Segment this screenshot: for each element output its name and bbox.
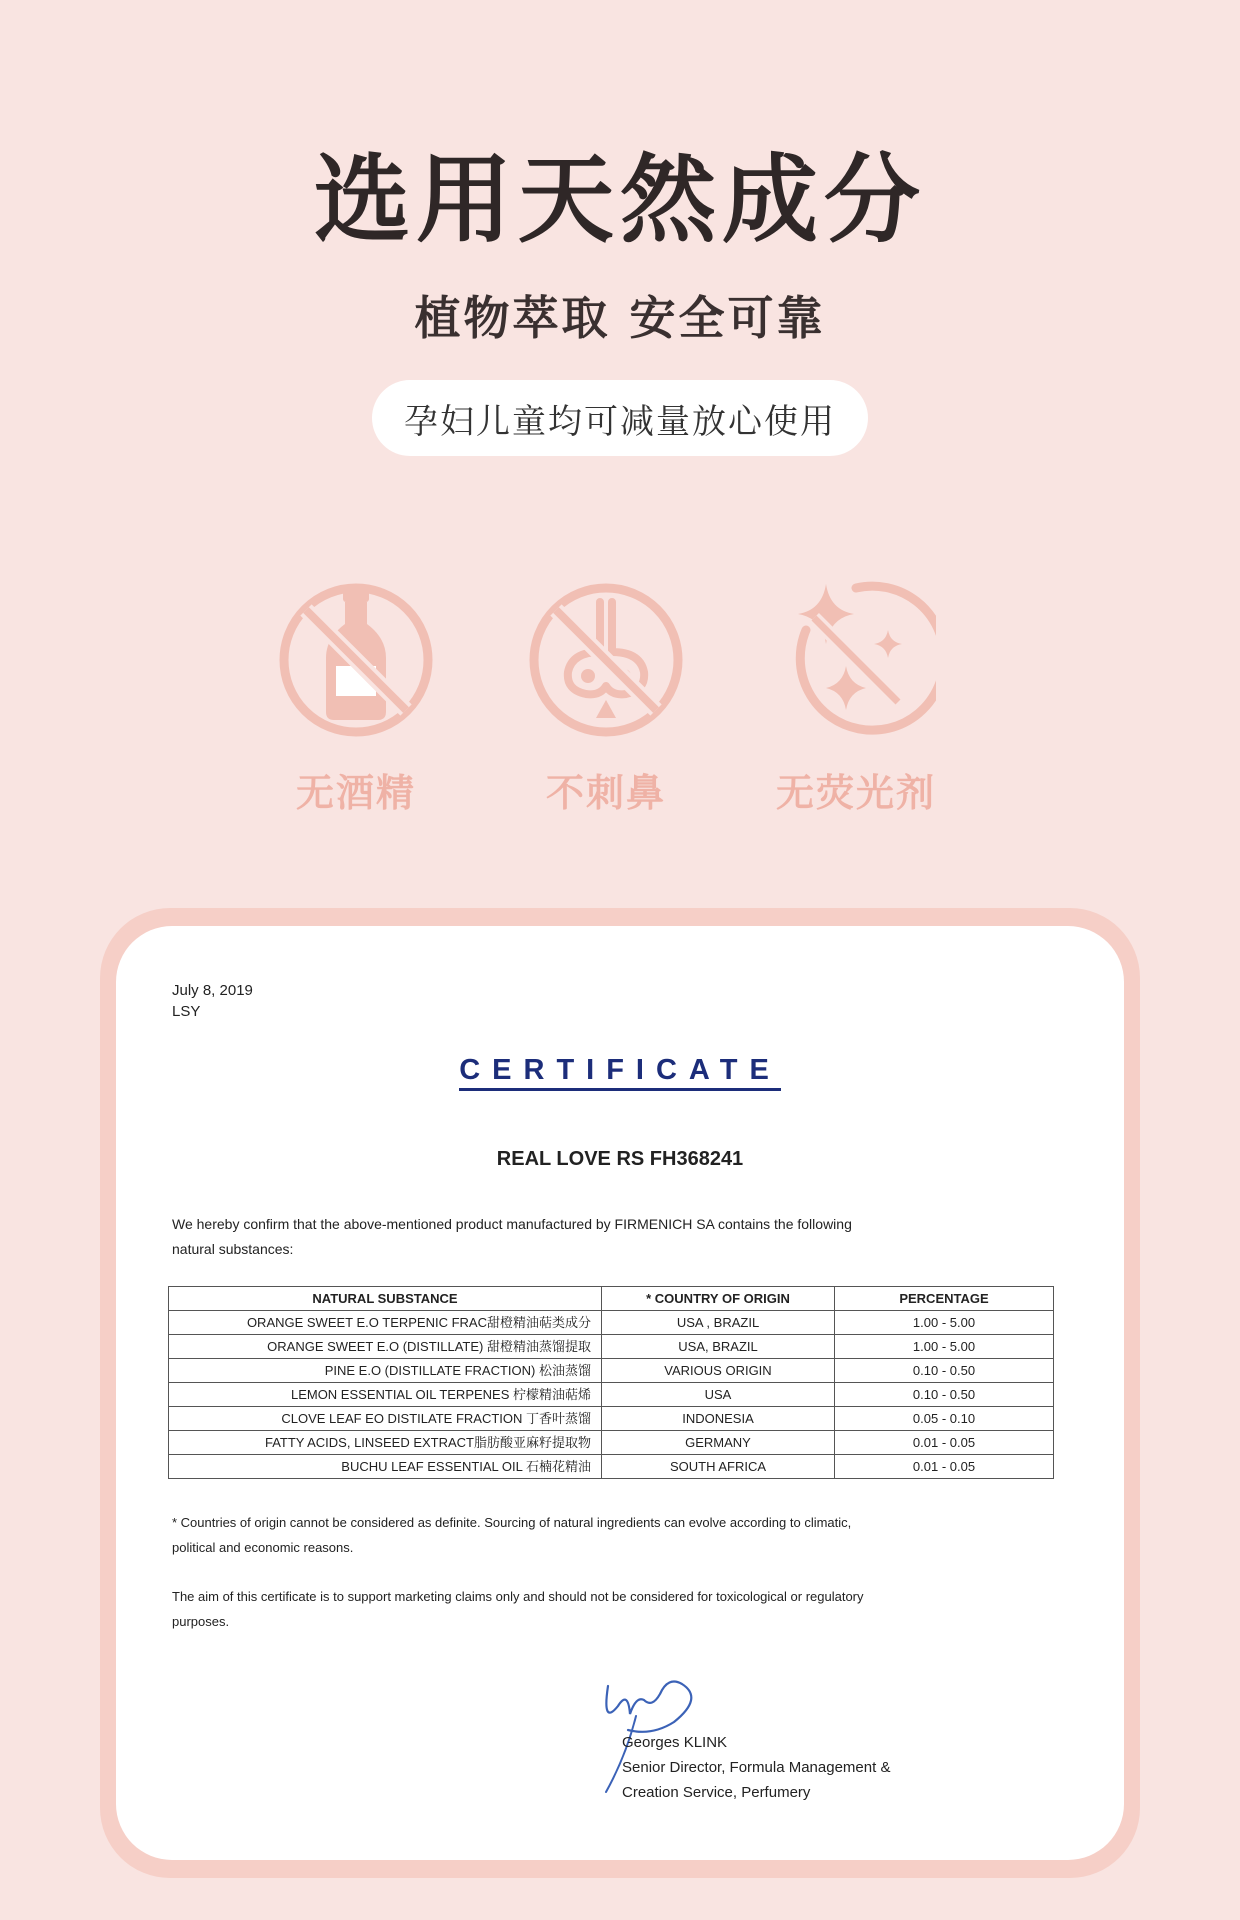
table-row [169, 1311, 1054, 1335]
certificate-document [116, 926, 1124, 1860]
table-row [169, 1383, 1054, 1407]
date-line: July 8, 2019 [172, 982, 253, 999]
country-cell: INDONESIA [602, 1407, 835, 1431]
table-row [169, 1431, 1054, 1455]
country-cell: GERMANY [602, 1431, 835, 1455]
substance-cell: FATTY ACIDS, LINSEED EXTRACT脂肪酸亚麻籽提取物 [169, 1431, 602, 1455]
table-row [169, 1407, 1054, 1431]
page-subtitle: 植物萃取 安全可靠 [414, 291, 826, 345]
certificate-title-text: CERTIFICATE [459, 1054, 781, 1091]
percentage-cell: 1.00 - 5.00 [835, 1335, 1054, 1359]
safety-pill-text: 孕妇儿童均可减量放心使用 [404, 401, 836, 442]
no-alcohol-bottle-icon [276, 580, 436, 740]
signer-name: Georges KLINK [622, 1734, 728, 1751]
header-percentage: PERCENTAGE [835, 1287, 1054, 1311]
country-cell: USA [602, 1383, 835, 1407]
percentage-cell: 1.00 - 5.00 [835, 1311, 1054, 1335]
percentage-cell: 0.10 - 0.50 [835, 1359, 1054, 1383]
table-row [169, 1359, 1054, 1383]
signer-title-line2: Creation Service, Perfumery [622, 1784, 811, 1801]
feature-label-no-fluorescent: 无荧光剂 [775, 771, 936, 815]
substance-cell: ORANGE SWEET E.O (DISTILLATE) 甜橙精油蒸馏提取 [169, 1335, 602, 1359]
country-cell: USA, BRAZIL [602, 1335, 835, 1359]
table-row [169, 1335, 1054, 1359]
table-row [169, 1455, 1054, 1479]
safety-pill [372, 380, 868, 456]
certificate-date [172, 980, 253, 1022]
table-header-row [169, 1287, 1054, 1311]
country-cell: USA , BRAZIL [602, 1311, 835, 1335]
feature-label-no-alcohol: 无酒精 [295, 771, 416, 815]
certificate-intro: We hereby confirm that the above-mentioned product manufactured by FIRMENICH SA contains the following natural substances: [172, 1216, 852, 1257]
substances-table [168, 1286, 1054, 1479]
percentage-cell: 0.01 - 0.05 [835, 1455, 1054, 1479]
feature-no-irritation [521, 580, 691, 817]
country-cell: SOUTH AFRICA [602, 1455, 835, 1479]
substance-cell: CLOVE LEAF EO DISTILATE FRACTION 丁香叶蒸馏 [169, 1407, 602, 1431]
reference-line: LSY [172, 1003, 201, 1020]
certificate-title [116, 1054, 1124, 1087]
percentage-cell: 0.01 - 0.05 [835, 1431, 1054, 1455]
substance-cell: BUCHU LEAF ESSENTIAL OIL 石楠花精油 [169, 1455, 602, 1479]
percentage-cell: 0.05 - 0.10 [835, 1407, 1054, 1431]
feature-label-no-irritation: 不刺鼻 [545, 771, 666, 815]
substance-cell: LEMON ESSENTIAL OIL TERPENES 柠檬精油萜烯 [169, 1383, 602, 1407]
country-cell: VARIOUS ORIGIN [602, 1359, 835, 1383]
percentage-cell: 0.10 - 0.50 [835, 1383, 1054, 1407]
feature-no-fluorescent [771, 580, 941, 817]
signer-block [622, 1730, 890, 1805]
purpose-note: The aim of this certificate is to support marketing claims only and should not be considered for toxicological or regulatory purposes. [172, 1589, 864, 1629]
page-title: 选用天然成分 [314, 144, 926, 256]
signer-title-line1: Senior Director, Formula Management & [622, 1759, 891, 1776]
header-country: * COUNTRY OF ORIGIN [602, 1287, 835, 1311]
header-substance: NATURAL SUBSTANCE [169, 1287, 602, 1311]
substance-cell: PINE E.O (DISTILLATE FRACTION) 松油蒸馏 [169, 1359, 602, 1383]
product-code: REAL LOVE RS FH368241 [496, 1148, 744, 1170]
origin-note: * Countries of origin cannot be considered as definite. Sourcing of natural ingredients can evolve according to climatic, political and economic reasons. [172, 1515, 852, 1555]
feature-no-alcohol [271, 580, 441, 817]
no-nose-irritation-icon [526, 580, 686, 740]
substance-cell: ORANGE SWEET E.O TERPENIC FRAC甜橙精油萜类成分 [169, 1311, 602, 1335]
no-fluorescent-sparkle-icon [776, 580, 936, 740]
